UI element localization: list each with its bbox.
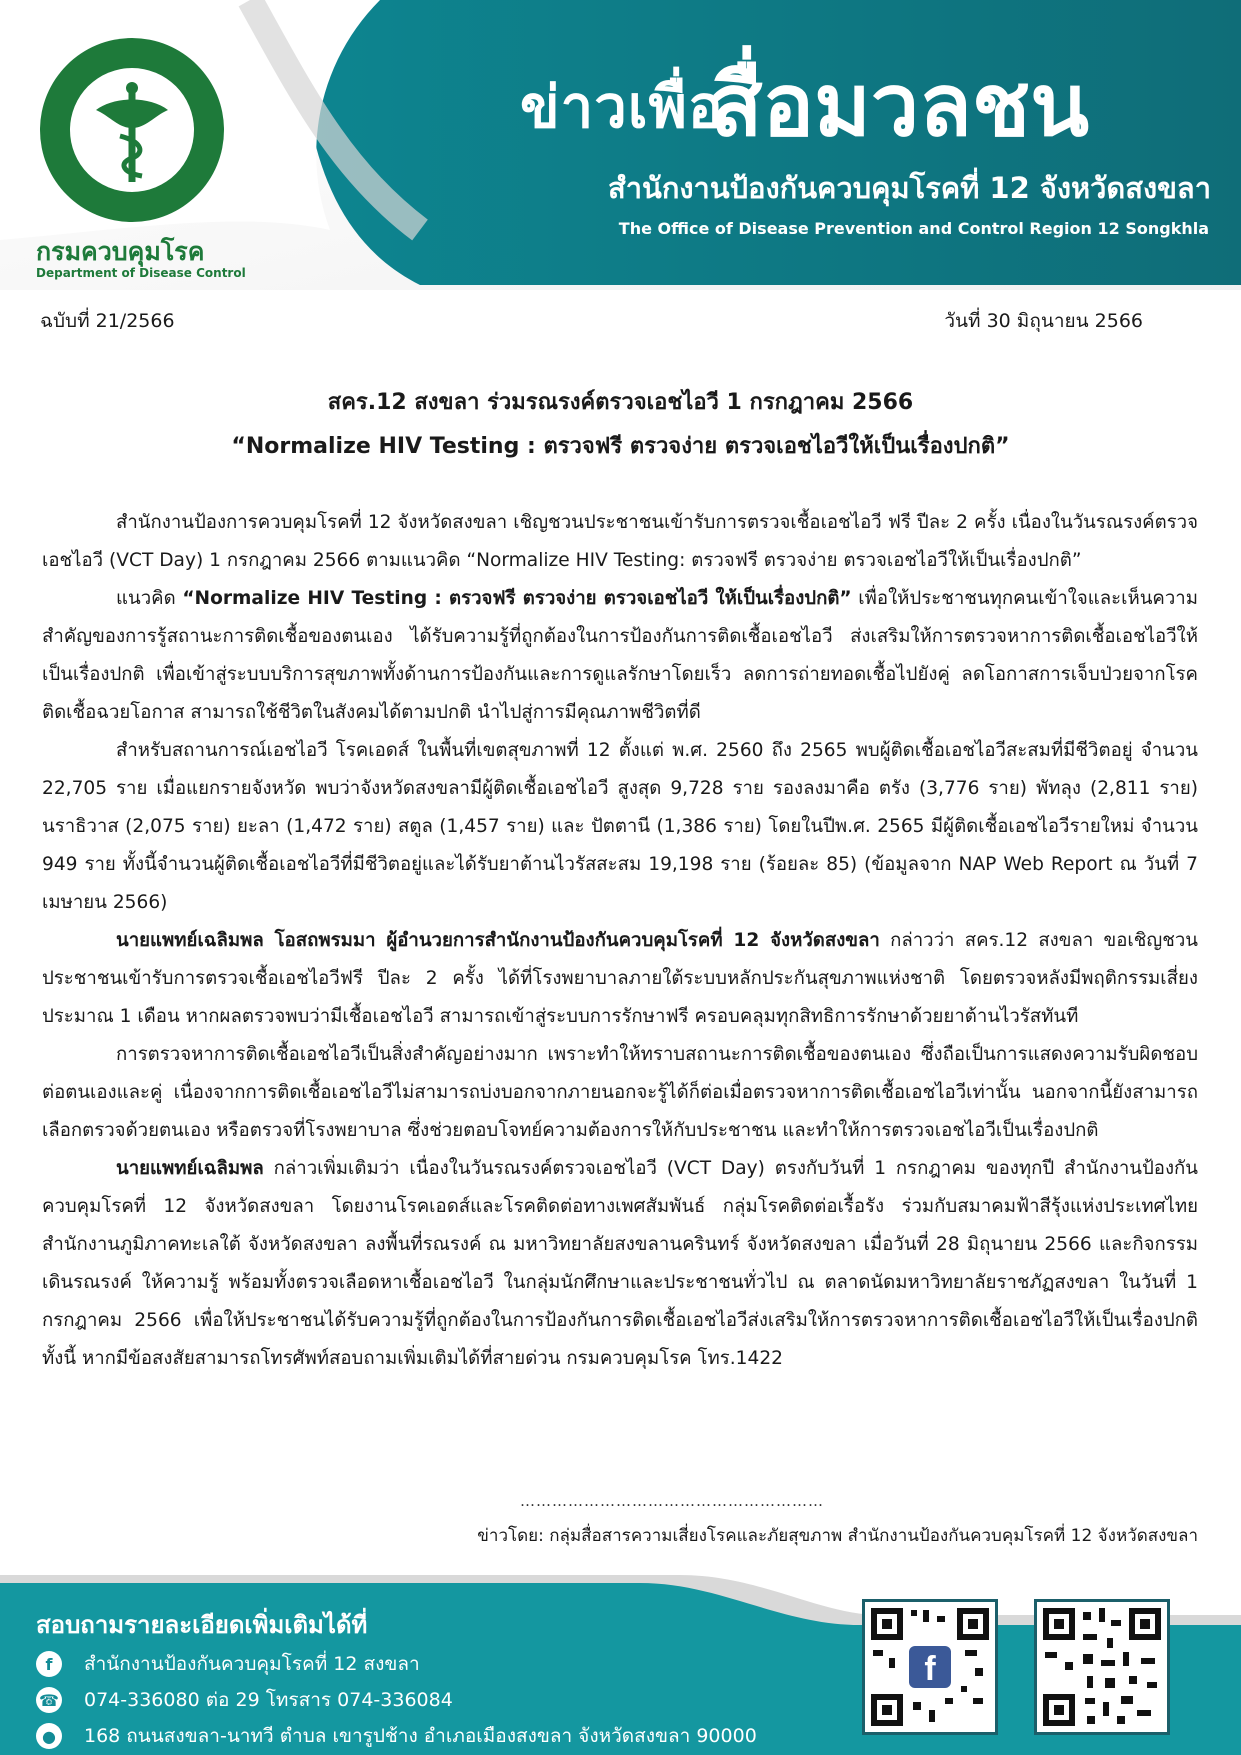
- issue-number: ฉบับที่ 21/2566: [40, 310, 175, 332]
- paragraph-2-text: เพื่อให้ประชาชนทุกคนเข้าใจและเห็นความสำคัญของการรู้สถานะการติดเชื้อของตนเอง ได้รับความรู้ที่ถูกต้องในการป้องกันการติดเชื้อเอชไอวี ส่งเสริมให้การตรวจหาการติดเชื้อเอชไอวีให้เป็นเรื่องปกติ เพื่อเข้าสู่ระบบบริการสุขภาพทั้งด้านการป้องกันและการดูแลรักษาโดยเร็ว ลดการถ่ายทอดเชื้อไปยังคู่ ลดโอกาสการเจ็บป่วยจากโรคติดเชื้อฉวยโอกาส สามารถใช้ชีวิตในสังคมได้ตามปกติ นำไปสู่การมีคุณภาพชีวิตที่ดี: [42, 588, 1198, 723]
- dept-name-th: กรมควบคุมโรค: [36, 237, 205, 266]
- qr-code-icon: [1037, 1602, 1167, 1732]
- header-banner: [0, 0, 1241, 290]
- footer-phone-text: 074-336080 ต่อ 29 โทรสาร 074-336084: [84, 1689, 453, 1711]
- header-title-part1: ข่าวเพื่อ: [520, 73, 724, 141]
- qr-code-icon: [865, 1602, 995, 1732]
- paragraph-2: [42, 580, 1198, 732]
- footer-contact: [0, 1555, 1241, 1755]
- paragraph-4: [42, 922, 1198, 1036]
- headline: สคร.12 สงขลา ร่วมรณรงค์ตรวจเอชไอวี 1 กรกฎาคม 2566: [327, 390, 914, 415]
- header-subtitle-en: The Office of Disease Prevention and Control Region 12 Songkhla: [618, 219, 1209, 238]
- paragraph-4-text: กล่าวว่า สคร.12 สงขลา ขอเชิญชวนประชาชนเข้ารับการตรวจเชื้อเอชไอวีฟรี ปีละ 2 ครั้ง ได้ที่โรงพยาบาลภายใต้ระบบหลักประกันสุขภาพแห่งชาติ โดยตรวจหลังมีพฤติกรรมเสี่ยงประมาณ 1 เดือน หากผลตรวจพบว่ามีเชื้อเอชไอวี สามารถเข้าสู่ระบบการรักษาฟรี ครอบคลุมทุกสิทธิการรักษาด้วยยาต้านไวรัสทันที: [42, 930, 1198, 1027]
- line-qr-code[interactable]: [1034, 1599, 1170, 1735]
- issue-date: วันที่ 30 มิถุนายน 2566: [944, 310, 1143, 332]
- facebook-icon: f: [36, 1651, 62, 1677]
- paragraph-5: การตรวจหาการติดเชื้อเอชไอวีเป็นสิ่งสำคัญอย่างมาก เพราะทำให้ทราบสถานะการติดเชื้อของตนเอง ซึ่งถือเป็นการแสดงความรับผิดชอบต่อตนเองและคู่ เนื่องจากการติดเชื้อเอชไอวีไม่สามารถบ่งบอกจากภายนอกจะรู้ได้ก็ต่อเมื่อตรวจหาการติดเชื้อเอชไอวีเท่านั้น นอกจากนี้ยังสามารถเลือกตรวจด้วยตนเอง หรือตรวจที่โรงพยาบาล ซึ่งช่วยตอบโจทย์ความต้องการให้กับประชาชน และทำให้การตรวจเอชไอวีเป็นเรื่องปกติ: [42, 1044, 1198, 1141]
- footer-address-text: 168 ถนนสงขลา-นาทวี ตำบล เขารูปช้าง อำเภอเมืองสงขลา จังหวัดสงขลา 90000: [84, 1725, 757, 1747]
- ministry-seal-icon: [34, 32, 230, 228]
- paragraph-2-slogan: “Normalize HIV Testing : ตรวจฟรี ตรวจง่าย ตรวจเอชไอวี ให้เป็นเรื่องปกติ”: [182, 588, 852, 609]
- news-credit: ข่าวโดย: กลุ่มสื่อสารความเสี่ยงโรคและภัยสุขภาพ สำนักงานป้องกันควบคุมโรคที่ 12 จังหวัดสงขลา: [477, 1526, 1198, 1546]
- footer-title: สอบถามรายละเอียดเพิ่มเติมได้ที่: [36, 1611, 368, 1639]
- headline-slogan: “Normalize HIV Testing : ตรวจฟรี ตรวจง่าย ตรวจเอชไอวีให้เป็นเรื่องปกติ”: [231, 434, 1010, 459]
- paragraph-6-text: กล่าวเพิ่มเติมว่า เนื่องในวันรณรงค์ตรวจเอชไอวี (VCT Day) ตรงกับวันที่ 1 กรกฎาคม ของทุกปี สำนักงานป้องกันควบคุมโรคที่ 12 จังหวัดสงขลา โดยงานโรคเอดส์และโรคติดต่อทางเพศสัมพันธ์ กลุ่มโรคติดต่อเรื้อรัง ร่วมกับสมาคมฟ้าสีรุ้งแห่งประเทศไทย สำนักงานภูมิภาคทะเลใต้ จังหวัดสงขลา ลงพื้นที่รณรงค์ ณ มหาวิทยาลัยสงขลานครินทร์ จังหวัดสงขลา เมื่อวันที่ 28 มิถุนายน 2566 และกิจกรรมเดินรณรงค์ ให้ความรู้ พร้อมทั้งตรวจเลือดหาเชื้อเอชไอวี ในกลุ่มนักศึกษาและประชาชนทั่วไป ณ ตลาดนัดมหาวิทยาลัยราชภัฏสงขลา ในวันที่ 1 กรกฎาคม 2566 เพื่อให้ประชาชนได้รับความรู้ที่ถูกต้องในการป้องกันการติดเชื้อเอชไอวีส่งเสริมให้การตรวจหาการติดเชื้อเอชไอวีให้เป็นเรื่องปกติ ทั้งนี้ หากมีข้อสงสัยสามารถโทรศัพท์สอบถามเพิ่มเติมได้ที่สายด่วน กรมควบคุมโรค โทร.1422: [42, 1158, 1198, 1369]
- separator-dots: …………………………………………………: [520, 1492, 824, 1510]
- article-body: [42, 504, 1198, 1378]
- footer-address-row: [36, 1721, 757, 1751]
- paragraph-4-speaker: นายแพทย์เฉลิมพล โอสถพรมมา ผู้อำนวยการสำนักงานป้องกันควบคุมโรคที่ 12 จังหวัดสงขลา: [116, 930, 880, 951]
- location-pin-icon: ●: [36, 1723, 62, 1749]
- paragraph-3: สำหรับสถานการณ์เอชไอวี โรคเอดส์ ในพื้นที่เขตสุขภาพที่ 12 ตั้งแต่ พ.ศ. 2560 ถึง 2565 พบผู้ติดเชื้อเอชไอวีสะสมที่มีชีวิตอยู่ จำนวน 22,705 ราย เมื่อแยกรายจังหวัด พบว่าจังหวัดสงขลามีผู้ติดเชื้อเอชไอวี สูงสุด 9,728 ราย รองลงมาคือ ตรัง (3,776 ราย) พัทลุง (2,811 ราย) นราธิวาส (2,075 ราย) ยะลา (1,472 ราย) สตูล (1,457 ราย) และ ปัตตานี (1,386 ราย) โดยในปีพ.ศ. 2565 มีผู้ติดเชื้อเอชไอวีรายใหม่ จำนวน 949 ราย ทั้งนี้จำนวนผู้ติดเชื้อเอชไอวีที่มีชีวิตอยู่และได้รับยาต้านไวรัสสะสม 19,198 ราย (ร้อยละ 85) (ข้อมูลจาก NAP Web Report ณ วันที่ 7 เมษายน 2566): [42, 740, 1198, 913]
- svg-text:f: f: [924, 1650, 936, 1688]
- header-subtitle-th: สำนักงานป้องกันควบคุมโรคที่ 12 จังหวัดสงขลา: [608, 171, 1211, 205]
- paragraph-2-lead: แนวคิด: [116, 588, 183, 609]
- paragraph-1: สำนักงานป้องการควบคุมโรคที่ 12 จังหวัดสงขลา เชิญชวนประชาชนเข้ารับการตรวจเชื้อเอชไอวี ฟรี ปีละ 2 ครั้ง เนื่องในวันรณรงค์ตรวจเอชไอวี (VCT Day) 1 กรกฎาคม 2566 ตามแนวคิด “Normalize HIV Testing: ตรวจฟรี ตรวจง่าย ตรวจเอชไอวีให้เป็นเรื่องปกติ”: [42, 512, 1198, 571]
- paragraph-6-speaker: นายแพทย์เฉลิมพล: [116, 1158, 264, 1179]
- header-title-part2: สื่อมวลชน: [710, 56, 1089, 156]
- paragraph-6: [42, 1150, 1198, 1378]
- ministry-logo: [34, 32, 230, 228]
- footer-facebook-text: สำนักงานป้องกันควบคุมโรคที่ 12 สงขลา: [84, 1653, 420, 1675]
- dept-name-en: Department of Disease Control: [36, 266, 246, 280]
- phone-icon: ☎: [36, 1687, 62, 1713]
- footer-facebook-row[interactable]: [36, 1649, 420, 1679]
- facebook-qr-code[interactable]: [862, 1599, 998, 1735]
- footer-phone-row[interactable]: [36, 1685, 453, 1715]
